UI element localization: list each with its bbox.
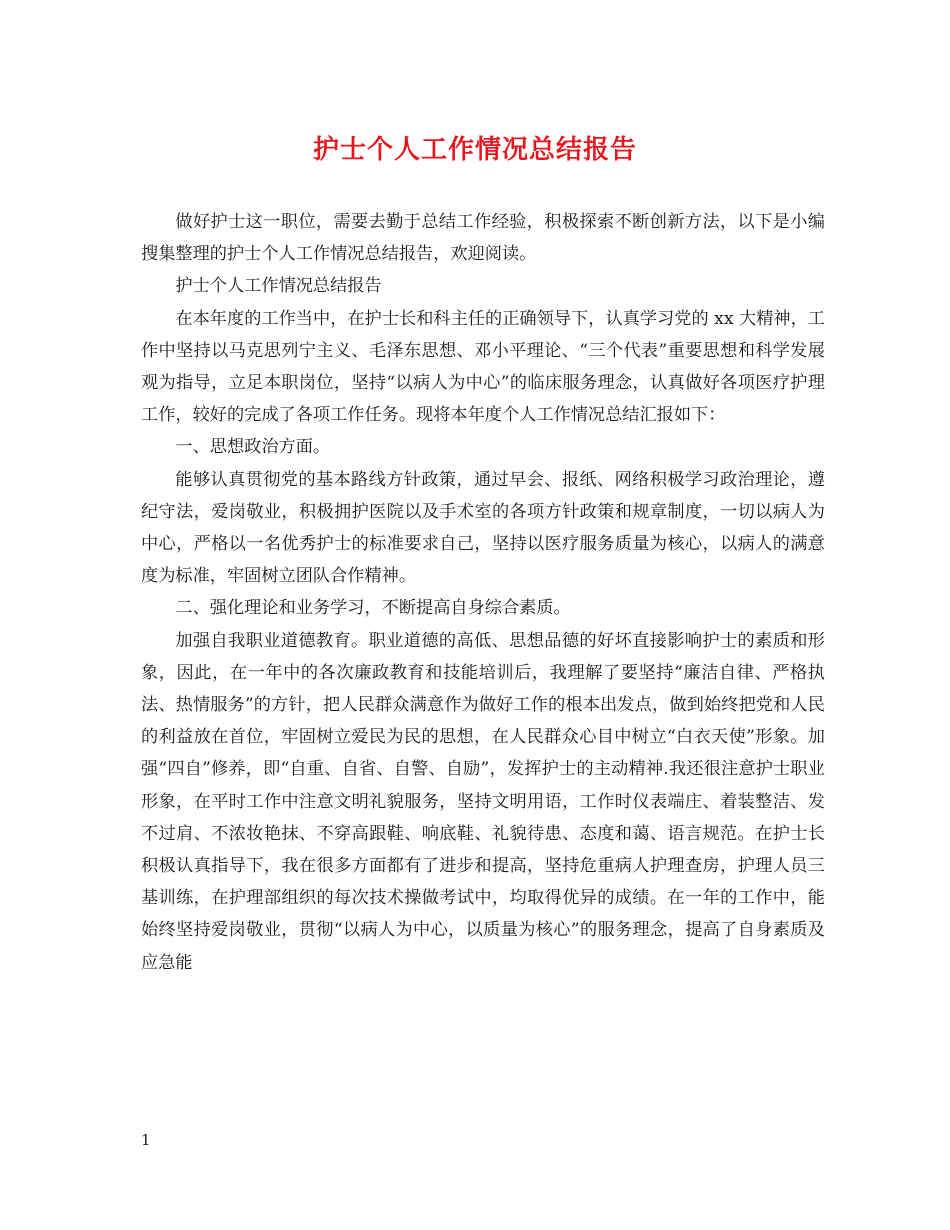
section-heading-politics: 一、思想政治方面。 [175, 437, 331, 458]
document-body [141, 206, 825, 979]
page-number: 1 [141, 1131, 151, 1149]
document-title: 护士个人工作情况总结报告 [312, 135, 637, 165]
paragraph-politics: 能够认真贯彻党的基本路线方针政策，通过早会、报纸、网络积极学习政治理论，遵纪守法，爱岗敬业，积极拥护医院以及手术室的各项方针政策和规章制度，一切以病人为中心，严格以一名优秀护士的标准要求自己，坚持以医疗服务质量为核心，以病人的满意度为标准，牢固树立团队合作精神。 [141, 469, 825, 587]
section-heading-study: 二、强化理论和业务学习，不断提高自身综合素质。 [175, 598, 571, 619]
paragraph-intro: 做好护士这一职位，需要去勤于总结工作经验，积极探索不断创新方法，以下是小编搜集整理的护士个人工作情况总结报告，欢迎阅读。 [141, 212, 825, 265]
paragraph-subtitle: 护士个人工作情况总结报告 [175, 276, 382, 297]
paragraph-study: 加强自我职业道德教育。职业道德的高低、思想品德的好坏直接影响护士的素质和形象，因此，在一年中的各次廉政教育和技能培训后，我理解了要坚持“廉洁自律、严格执法、热情服务”的方针，把人民群众满意作为做好工作的根本出发点，做到始终把党和人民的利益放在首位，牢固树立爱民为民的思想，在人民群众心目中树立“白衣天使”形象。加强“四自”修养，即“自重、自省、自警、自励”，发挥护士的主动精神.我还很注意护士职业形象，在平时工作中注意文明礼貌服务，坚持文明用语，工作时仪表端庄、着装整洁、发不过肩、不浓妆艳抹、不穿高跟鞋、响底鞋、礼貌待患、态度和蔼、语言规范。在护士长积极认真指导下，我在很多方面都有了进步和提高，坚持危重病人护理查房，护理人员三基训练，在护理部组织的每次技术操做考试中，均取得优异的成绩。在一年的工作中，能始终坚持爱岗敬业，贯彻“以病人为中心，以质量为核心”的服务理念，提高了自身素质及应急能 [141, 630, 825, 973]
paragraph-overview: 在本年度的工作当中，在护士长和科主任的正确领导下，认真学习党的 xx 大精神，工作中坚持以马克思列宁主义、毛泽东思想、邓小平理论、“三个代表”重要思想和科学发展观为指导，立足本职岗位，坚持“以病人为中心”的临床服务理念，认真做好各项医疗护理工作，较好的完成了各项工作任务。现将本年度个人工作情况总结汇报如下： [141, 308, 825, 426]
